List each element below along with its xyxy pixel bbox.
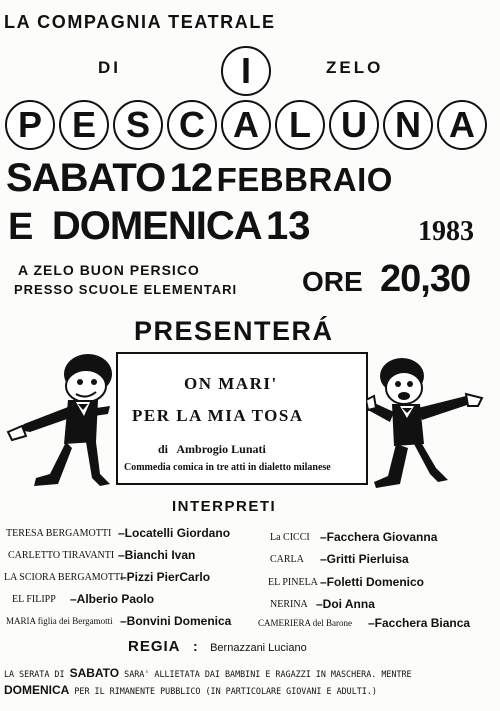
article-circle: I [221, 46, 271, 96]
play-subtitle: Commedia comica in tre atti in dialetto milanese [124, 462, 331, 473]
date-num-2: 13 [266, 204, 311, 248]
year: 1983 [418, 216, 474, 247]
footer-text: PER IL RIMANENTE PUBBLICO (IN PARTICOLARE GIOVANI E ADULTI.) [74, 686, 377, 696]
cast-actor: –Foletti Domenico [320, 575, 425, 589]
footer-text: SARA' ALLIETATA DAI BAMBINI E RAGAZZI IN MASCHERA. MENTRE [124, 669, 412, 679]
play-title-box [116, 352, 368, 485]
cast-role: La CICCI [270, 532, 310, 543]
di-label: DI [98, 58, 121, 77]
cartoon-waiter-right-icon [366, 356, 492, 492]
author-prefix: di [158, 442, 169, 456]
cast-role: EL FILIPP [12, 594, 56, 605]
troupe-letter: A [437, 100, 487, 150]
cast-role: MARIA figlia dei Bergamotti [6, 616, 113, 626]
troupe-letter: C [167, 100, 217, 150]
troupe-letter: N [383, 100, 433, 150]
venue-line-2: PRESSO SCUOLE ELEMENTARI [14, 282, 238, 297]
interpreti-label: INTERPRETI [172, 498, 277, 515]
time-label: ORE [302, 266, 363, 297]
cast-actor: –Pizzi PierCarlo [120, 570, 211, 584]
cast-actor: –Doi Anna [316, 597, 375, 611]
cast-actor: –Locatelli Giordano [118, 526, 231, 540]
company-line: LA COMPAGNIA TEATRALE [4, 12, 276, 32]
date-prefix-2: E [8, 206, 34, 248]
play-author [158, 442, 266, 457]
footer-line-2 [4, 683, 377, 697]
author-name: Ambrogio Lunati [176, 442, 266, 456]
time-value: 20,30 [380, 258, 471, 300]
cast-actor: –Bonvini Domenica [120, 614, 232, 628]
footer-line-1 [4, 666, 412, 680]
date-day-1: SABATO [6, 156, 166, 200]
play-title-1: ON MARI' [184, 374, 278, 393]
play-title-2: PER LA MIA TOSA [132, 406, 304, 425]
zelo-label: ZELO [326, 58, 384, 77]
presenta-label: PRESENTERÁ [134, 316, 334, 346]
troupe-letter: P [5, 100, 55, 150]
regia-label: REGIA [128, 638, 181, 655]
cast-actor: –Alberio Paolo [70, 592, 155, 606]
troupe-letter: L [275, 100, 325, 150]
cast-role: LA SCIORA BERGAMOTTI [4, 572, 124, 583]
cast-role: CARLA [270, 554, 304, 565]
cast-actor: –Gritti Pierluisa [320, 552, 409, 566]
cast-role: TERESA BERGAMOTTI [6, 528, 112, 539]
date-month: FEBBRAIO [216, 161, 393, 198]
cast-actor: –Facchera Bianca [368, 616, 471, 630]
venue-line-1: A ZELO BUON PERSICO [18, 262, 200, 278]
cartoon-waiter-left-icon [6, 352, 116, 490]
date-day-2: DOMENICA [51, 204, 262, 248]
footer-text: LA SERATA DI [4, 669, 65, 679]
troupe-letter: U [329, 100, 379, 150]
date-line-2 [8, 204, 311, 249]
cast-actor: –Facchera Giovanna [320, 530, 438, 544]
cast-role: EL PINELA [268, 577, 318, 588]
troupe-letter: E [59, 100, 109, 150]
date-num-1: 12 [169, 156, 213, 200]
footer-emph: SABATO [69, 666, 120, 680]
cast-role: CAMERIERA del Barone [258, 618, 352, 628]
regia-sep: : [192, 638, 198, 654]
troupe-letter: A [221, 100, 271, 150]
footer-emph: DOMENICA [4, 683, 70, 697]
date-line-1 [6, 156, 393, 201]
cast-role: CARLETTO TIRAVANTI [8, 550, 115, 561]
cast-actor: –Bianchi Ivan [118, 548, 196, 562]
troupe-letter: S [113, 100, 163, 150]
regia-name: Bernazzani Luciano [210, 642, 307, 654]
cast-role: NERINA [270, 599, 308, 610]
regia-line [128, 638, 307, 656]
